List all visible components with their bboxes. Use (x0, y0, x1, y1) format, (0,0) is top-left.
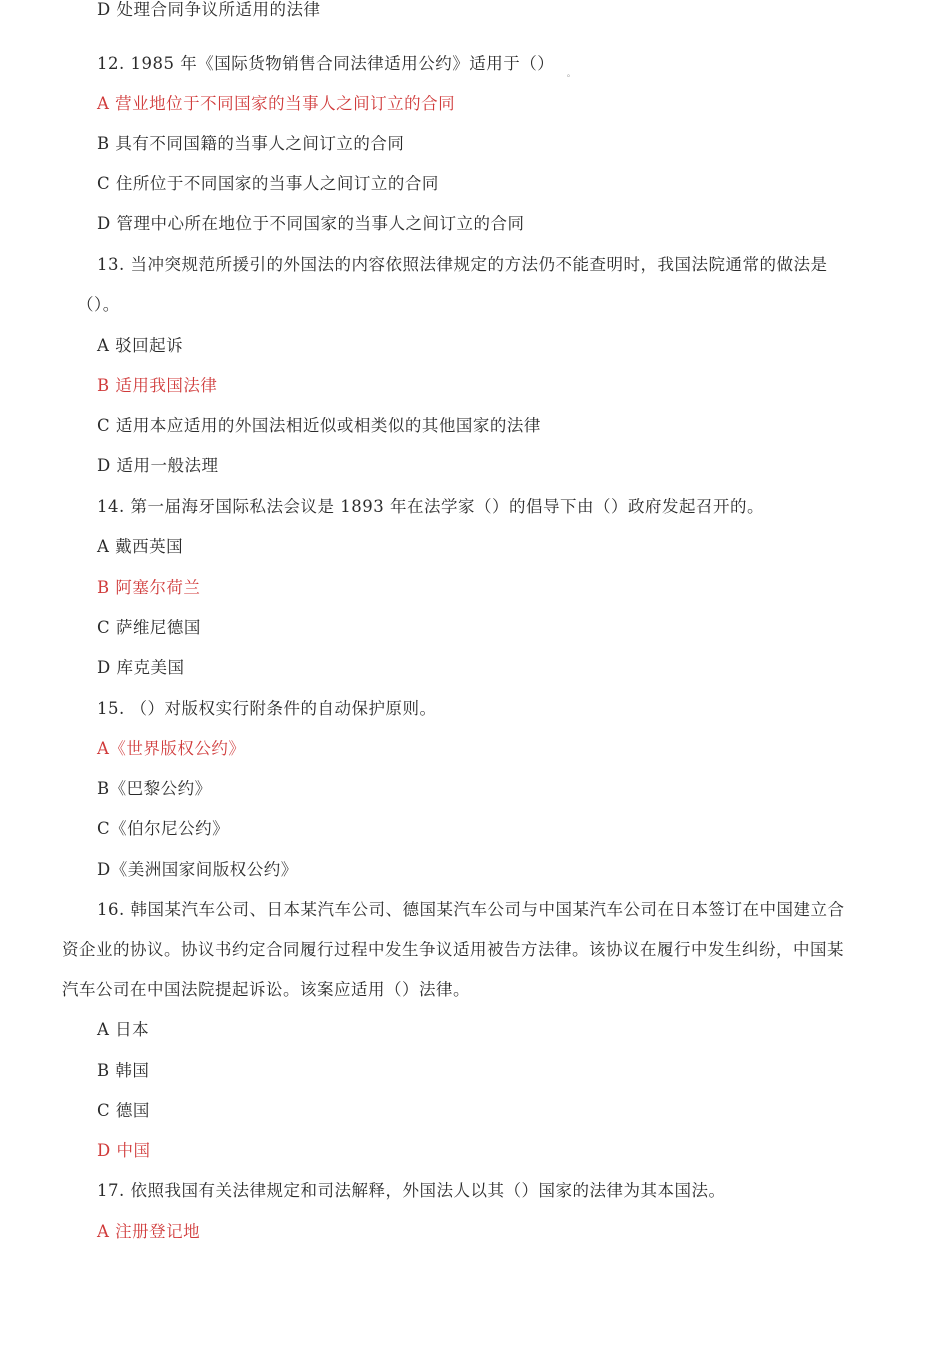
option-d-prev: D 处理合同争议所适用的法律 (97, 0, 321, 19)
question-12-option-d: D 管理中心所在地位于不同国家的当事人之间订立的合同 (97, 214, 525, 233)
question-12-option-b: B 具有不同国籍的当事人之间订立的合同 (97, 134, 405, 153)
question-17-stem: 17. 依照我国有关法律规定和司法解释，外国法人以其（）国家的法律为其本国法。 (97, 1181, 726, 1200)
question-12-option-a: A 营业地位于不同国家的当事人之间订立的合同 (97, 94, 456, 113)
question-13-option-b: B 适用我国法律 (97, 376, 218, 395)
question-16-option-b: B 韩国 (97, 1061, 150, 1080)
question-14-stem: 14. 第一届海牙国际私法会议是 1893 年在法学家（）的倡导下由（）政府发起召开的。 (97, 497, 764, 516)
stray-mark: 。 (567, 69, 575, 78)
question-13-option-d: D 适用一般法理 (97, 456, 219, 475)
question-16-stem-cont-1: 资企业的协议。协议书约定合同履行过程中发生争议适用被告方法律。该协议在履行中发生纠纷，中国某 (62, 940, 844, 959)
question-16-stem: 16. 韩国某汽车公司、日本某汽车公司、德国某汽车公司与中国某汽车公司在日本签订在中国建立合 (97, 900, 845, 919)
question-16-option-d: D 中国 (97, 1141, 151, 1160)
question-14-option-d: D 库克美国 (97, 658, 185, 677)
question-13-option-c: C 适用本应适用的外国法相近似或相类似的其他国家的法律 (97, 416, 541, 435)
question-13-option-a: A 驳回起诉 (97, 336, 184, 355)
question-17-option-a: A 注册登记地 (97, 1222, 201, 1241)
question-14-option-a: A 戴西英国 (97, 537, 184, 556)
question-16-option-c: C 德国 (97, 1101, 150, 1120)
question-14-option-b: B 阿塞尔荷兰 (97, 578, 201, 597)
question-14-option-c: C 萨维尼德国 (97, 618, 201, 637)
question-15-stem: 15. （）对版权实行附条件的自动保护原则。 (97, 699, 437, 718)
question-13-stem-cont: （）。 (77, 295, 120, 314)
question-13-stem: 13. 当冲突规范所援引的外国法的内容依照法律规定的方法仍不能查明时，我国法院通常的做法是 (97, 255, 828, 274)
question-15-option-c: C《伯尔尼公约》 (97, 819, 230, 838)
question-12-stem: 12. 1985 年《国际货物销售合同法律适用公约》适用于（） (97, 54, 555, 73)
question-16-option-a: A 日本 (97, 1020, 150, 1039)
question-15-option-a: A《世界版权公约》 (97, 739, 246, 758)
question-12-option-c: C 住所位于不同国家的当事人之间订立的合同 (97, 174, 439, 193)
question-16-stem-cont-2: 汽车公司在中国法院提起诉讼。该案应适用（）法律。 (62, 980, 470, 999)
question-15-option-b: B《巴黎公约》 (97, 779, 212, 798)
question-15-option-d: D《美洲国家间版权公约》 (97, 860, 298, 879)
